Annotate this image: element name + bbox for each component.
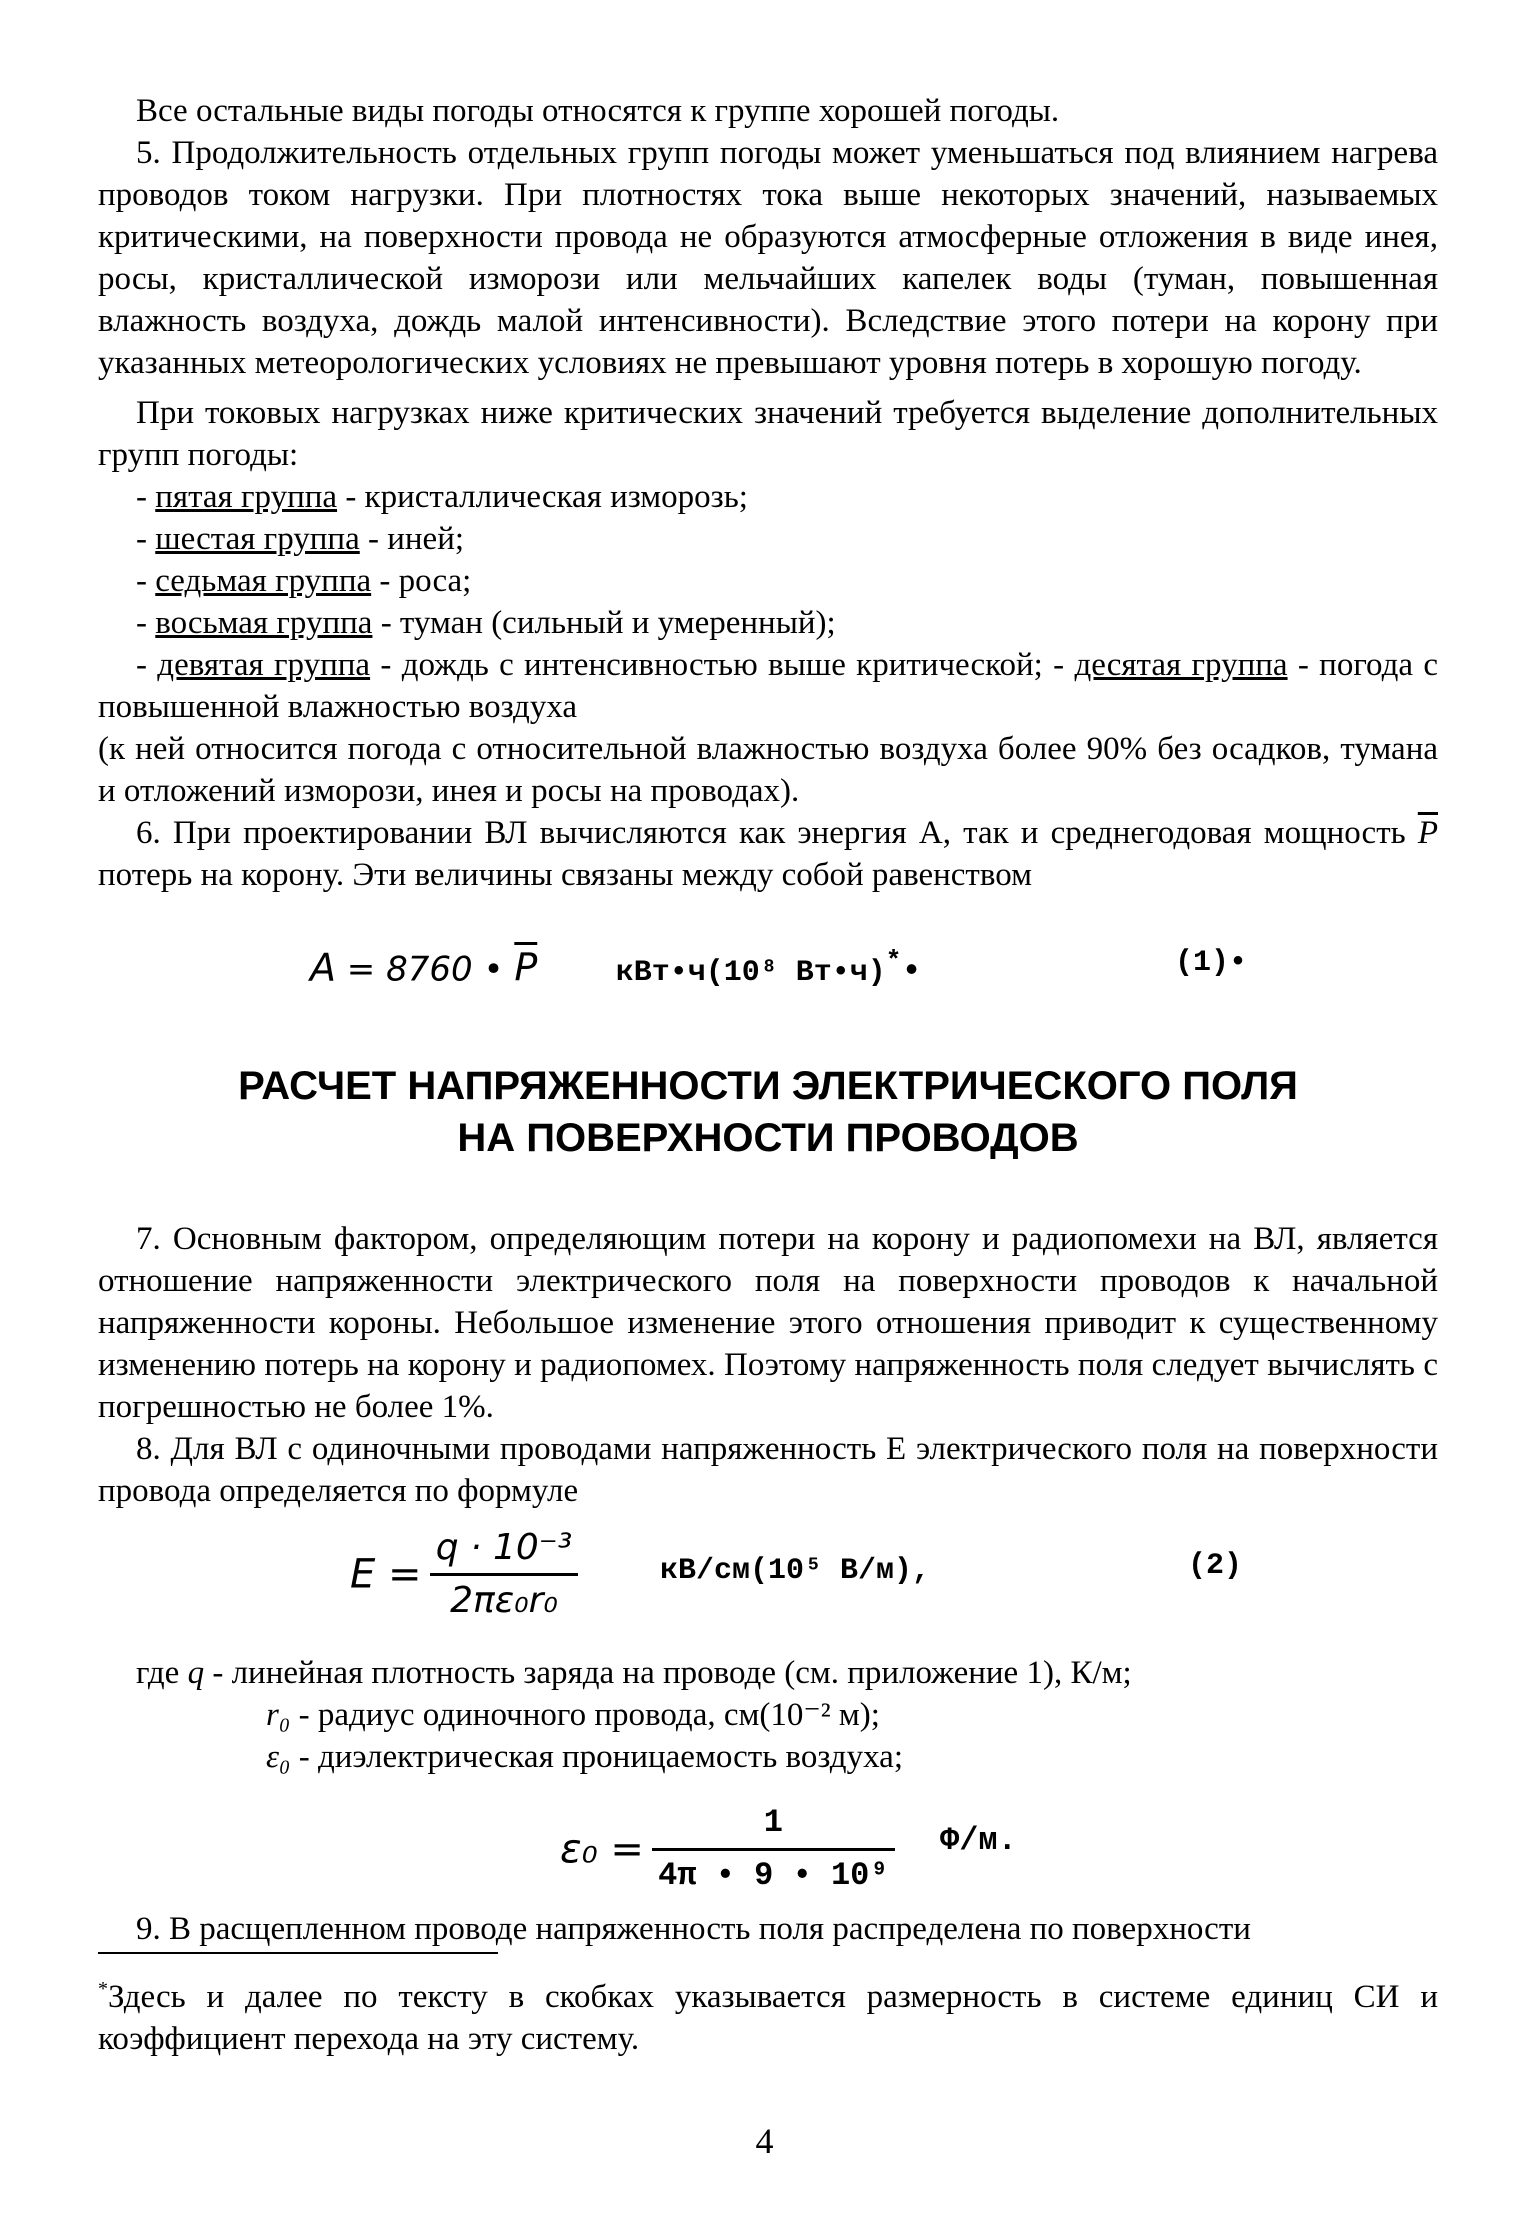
paragraph-7: 7. Основным фактором, определяющим потери на корону и радиопомехи на ВЛ, является отношение напряженности электрического поля на поверхности проводов к начальной напряженности короны. Небольшое изменение этого отношения приводит к существенному изменению потерь на корону и радиопомех. Поэтому напряженность поля следует вычислять с погрешностью не более 1%. bbox=[98, 1221, 1438, 1425]
paragraph-6: 6. При проектировании ВЛ вычисляются как энергия А, так и среднегодовая мощность $\overline{P}$ потерь на корону. Эти величины связаны между собой равенством bbox=[98, 815, 1438, 893]
paragraph-extra-groups: При токовых нагрузках ниже критических значений требуется выделение дополнительных групп погоды: bbox=[98, 395, 1438, 473]
footnote-text: Здесь и далее по тексту в скобках указывается размерность в системе единиц СИ и коэффициент перехода на эту систему. bbox=[98, 1979, 1438, 2057]
paragraph-humidity-note: (к ней относится погода с относительной влажностью воздуха более 90% без осадков, тумана и отложений изморози, инея и росы на проводах). bbox=[98, 731, 1438, 809]
where-line: где q - линейная плотность заряда на проводе (см. приложение 1), К/м; bbox=[136, 1655, 1132, 1691]
text-block-top bbox=[98, 90, 1438, 896]
paragraph-9: 9. В расщепленном проводе напряженность поля распределена по поверхности bbox=[136, 1911, 1251, 1947]
page-number: 4 bbox=[755, 2121, 774, 2161]
list-item: - пятая группа - кристаллическая изморозь; bbox=[136, 479, 748, 515]
formula-2-number: (2) bbox=[1188, 1549, 1243, 1583]
formula-2-units: кВ/см(10⁵ В/м), bbox=[660, 1554, 931, 1588]
formula-1-number: (1)• bbox=[1175, 946, 1248, 980]
footnote-divider bbox=[98, 1952, 498, 1954]
paragraph-8: 8. Для ВЛ с одиночными проводами напряженность Е электрического поля на поверхности провода определяется по формуле bbox=[98, 1431, 1438, 1509]
formula-1: A = 8760 • $\overline{P}$ кВт•ч(10⁸ Вт•ч)*• bbox=[310, 945, 922, 992]
paragraph-good-weather: Все остальные виды погоды относятся к группе хорошей погоды. bbox=[136, 93, 1060, 129]
list-item: - шестая группа - иней; bbox=[136, 521, 465, 557]
formula-3: ε₀ = $\frac{1}{\text{4π • 9 • 10⁹}}$ bbox=[560, 1800, 895, 1899]
mean-power-symbol: $\overline{P}$ bbox=[1417, 815, 1438, 851]
list-item: - восьмая группа - туман (сильный и умеренный); bbox=[136, 605, 836, 641]
where-line: ε₀ - диэлектрическая проницаемость воздуха; bbox=[266, 1739, 903, 1775]
list-item: - седьмая группа - роса; bbox=[136, 563, 472, 599]
text-block-bottom bbox=[98, 1908, 1438, 1950]
footnote-mark: * bbox=[98, 1978, 108, 2000]
section-heading: РАСЧЕТ НАПРЯЖЕННОСТИ ЭЛЕКТРИЧЕСКОГО ПОЛЯ НА ПОВЕРХНОСТИ ПРОВОДОВ bbox=[238, 1064, 1298, 1160]
formula-2: E = $\frac{\text{q · 10⁻³}}{\text{2πε₀r₀}}$ bbox=[350, 1525, 578, 1624]
where-line: r₀ - радиус одиночного провода, см(10⁻² м); bbox=[266, 1697, 880, 1733]
where-block bbox=[98, 1652, 1438, 1778]
paragraph-5: 5. Продолжительность отдельных групп погоды может уменьшаться под влиянием нагрева проводов током нагрузки. При плотностях тока выше некоторых значений, называемых критическими, на поверхности провода не образуются атмосферные отложения в виде инея, росы, кристаллической изморози или мельчайших капелек воды (туман, повышенная влажность воздуха, дождь малой интенсивности). Вследствие этого потери на корону при указанных метеорологических условиях не превышают уровня потерь в хорошую погоду. bbox=[98, 135, 1438, 381]
weather-group-list bbox=[98, 476, 1438, 644]
text-block-middle bbox=[98, 1218, 1438, 1512]
list-item-9-10: - девятая группа - дождь с интенсивностью выше критической; - десятая группа - погода с повышенной влажностью воздуха bbox=[98, 647, 1438, 725]
formula-3-units: Ф/м. bbox=[940, 1822, 1017, 1859]
footnote bbox=[98, 1968, 1438, 2060]
